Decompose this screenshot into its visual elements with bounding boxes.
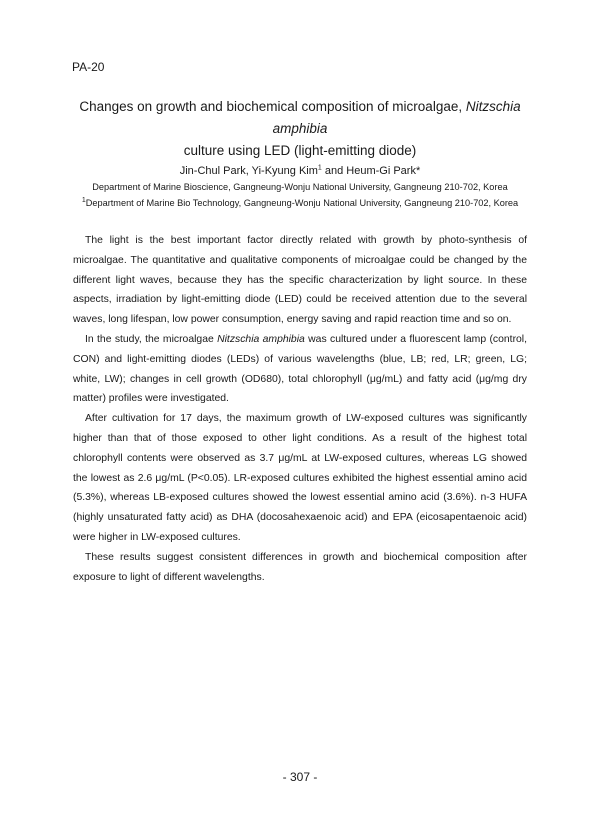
affiliation-1: Department of Marine Bioscience, Gangneung-Wonju National University, Gangneung 210-702, Korea bbox=[92, 182, 508, 192]
paragraph-4: These results suggest consistent differences in growth and biochemical composition after exposure to light of different wavelengths. bbox=[73, 551, 527, 583]
paragraph-2-start: In the study, the microalgae bbox=[85, 333, 218, 345]
affiliation-2 bbox=[60, 197, 540, 210]
paragraph-1: The light is the best important factor directly related with growth by photo-synthesis of microalgae. The quantitative and qualitative components of microalgae could be changed by the different light waves, because they has the specific characterization by light source. In these aspects, irradiation by light-emitting diode (LED) could be received attention due to the several waves, long lifespan, low power consumption, energy saving and rapid reaction time and so on. bbox=[73, 235, 527, 326]
affiliation-2-mark: 1 bbox=[81, 196, 86, 204]
page-number: - 307 - bbox=[282, 770, 318, 784]
paragraph-2-end: was cultured under a fluorescent lamp (control, CON) and light-emitting diodes (LEDs) of various wavelengths (blue, LB; red, LR; green, LG; white, LW); changes in cell growth (OD680), total chlorophyll (μg/mL) and fatty acid (μg/mg dry matter) profiles were investigated. bbox=[73, 333, 527, 405]
author-3: and Heum-Gi Park* bbox=[321, 165, 421, 177]
paragraph-2-species: Nitzschia amphibia bbox=[217, 333, 305, 345]
abstract-body bbox=[73, 231, 527, 587]
title-part2: culture using LED (light-emitting diode) bbox=[183, 143, 417, 158]
paragraph-3: After cultivation for 17 days, the maximum growth of LW-exposed cultures was significantly higher than that of those exposed to other light conditions. As a result of the highest total chlorophyll contents were observed as 3.7 μg/mL at LW-exposed cultures, whereas LG showed the lowest as 2.6 μg/mL (P<0.05). LR-exposed cultures exhibited the highest essential amino acid (5.3%), whereas LB-exposed cultures showed the lowest essential amino acid (3.6%). n-3 HUFA (highly unsaturated fatty acid) as DHA (docosahexaenoic acid) and EPA (eicosapentaenoic acid) were higher in LW-exposed cultures. bbox=[73, 413, 527, 543]
paragraph-2 bbox=[73, 330, 527, 409]
abstract-code: PA-20 bbox=[72, 60, 105, 74]
author-1: Jin-Chul Park, bbox=[179, 165, 252, 177]
abstract-title bbox=[60, 96, 540, 162]
title-part1: Changes on growth and biochemical composition of microalgae, bbox=[79, 99, 466, 114]
author-list bbox=[60, 163, 540, 179]
author-2: Yi-Kyung Kim bbox=[251, 165, 318, 177]
author-2-affiliation-mark: 1 bbox=[317, 164, 322, 172]
affiliation-2-text: Department of Marine Bio Technology, Gangneung-Wonju National University, Gangneung 210-702, Korea bbox=[85, 198, 519, 208]
title-species: Nitzschia amphibia bbox=[272, 99, 521, 136]
